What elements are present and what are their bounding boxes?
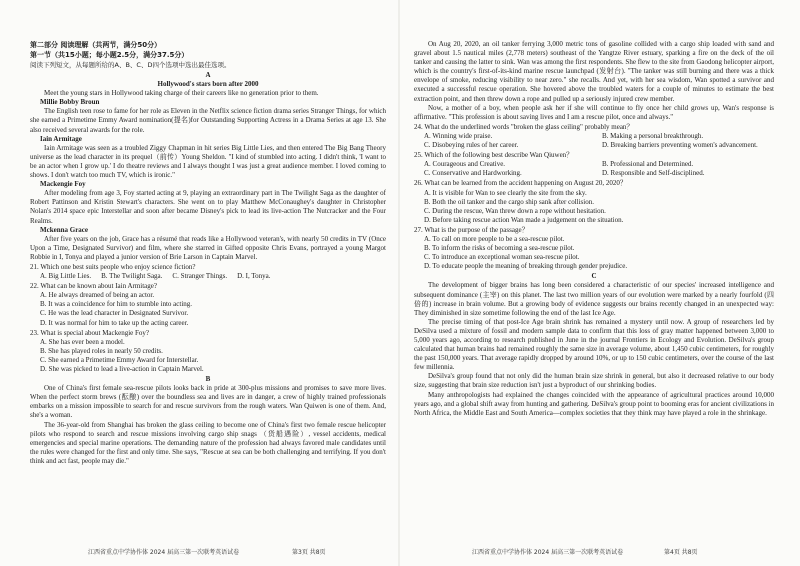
instruction: 阅读下列短文，从每题所给的A、B、C、D四个选项中选出最佳选项。 [30, 61, 231, 69]
passage-c-paragraph: DeSilva's group found that not only did the human brain size shrink in general, but also it decreased relative to our body size, suggesting that brain size reduction isn't just a byproduct of our shrinking bodies. [414, 372, 774, 390]
star-text: The English teen rose to fame for her role as Eleven in the Netflix science fiction drama series Stranger Things, for which she earned a Primetime Emmy Award nomination(提名)for Outstanding Supporting Actress in a Drama Series at age 13. She also received several awards for the role. [30, 107, 386, 134]
passage-c-paragraph: The development of bigger brains has long been considered a characteristic of our species' increased intelligence and subsequent dominance (主宰) on this planet. The last two million years of our evolution were marked by a nearly fourfold (四倍的) increase in brain volume. But a growing body of evidence suggests our brains recently changed in an unexpected way: They diminished in size sometime following the end of the last Ice Age. [414, 281, 774, 317]
answer-option[interactable]: C. Stranger Things. [172, 272, 228, 281]
answer-option[interactable]: B. It was a coincidence for him to stumble into acting. [40, 300, 193, 309]
answer-option[interactable]: B. Making a personal breakthrough. [602, 131, 704, 140]
answer-option[interactable]: D. To educate people the meaning of breaking through gender prejudice. [424, 262, 628, 271]
question-stem: 24. What do the underlined words "broken the glass ceiling" probably mean？ [414, 122, 634, 131]
answer-option[interactable]: A. She has ever been a model. [40, 337, 125, 346]
page-footer-right: 江西省重点中学协作体 2024 届高三第一次联考英语试卷 [472, 549, 624, 556]
answer-option[interactable]: C. During the rescue, Wan threw down a rope without hesitation. [424, 206, 606, 215]
answer-option[interactable]: B. To inform the risks of becoming a sea-rescue pilot. [424, 244, 575, 253]
option-grid [424, 132, 774, 150]
star-name: Iain Armitage [40, 134, 82, 143]
part-heading: 第二部分 阅读理解（共两节，满分50分） [30, 41, 162, 49]
answer-option[interactable]: A. To call on more people to be a sea-rescue pilot. [424, 234, 565, 243]
star-name: Mackengie Foy [40, 180, 86, 189]
answer-option[interactable]: B. She has played roles in nearly 50 credits. [40, 346, 163, 355]
answer-option[interactable]: A. He always dreamed of being an actor. [40, 291, 155, 300]
answer-option[interactable]: D. Before taking rescue action Wan made a judgement on the situation. [424, 215, 624, 224]
answer-option[interactable]: D. Breaking barriers preventing women's advancement. [602, 141, 758, 150]
option-grid [424, 160, 774, 178]
answer-option[interactable]: A. It is visible for Wan to see clearly the site from the sky. [424, 188, 587, 197]
question-27 [414, 226, 774, 271]
question-25 [414, 151, 774, 178]
passage-a-title: Hollywood's stars born after 2000 [157, 80, 259, 89]
question-26 [414, 179, 774, 224]
question-23 [30, 329, 386, 374]
question-stem: 27. What is the purpose of the passage？ [414, 225, 529, 234]
answer-option[interactable]: A. Big Little Lies. [40, 272, 92, 281]
page-number-right: 第4页 共8页 [664, 549, 698, 556]
passage-c-paragraph: Many anthropologists had explained the changes coincided with the appearance of agricultural practices around 10,000 years ago, and a global shift away from hunting and gathering. DeSilva's group point to booming eras for ancient civilizations in North Africa, the Middle East and South America—complex societies that they think may have played a role in the shrinkage. [414, 390, 774, 417]
passage-b-paragraph: Now, a mother of a boy, when people ask her if she will continue to fly once her child grows up, Wan's response is affirmative. "This profession is about saving lives and I am a rescue pilot, once and always." [414, 103, 774, 121]
answer-option[interactable]: D. It was normal for him to take up the acting career. [40, 318, 189, 327]
answer-option[interactable]: A. Winning wide praise. [424, 131, 493, 140]
passage-a-intro: Meet the young stars in Hollywood taking charge of their careers like no generation prior to them. [44, 89, 319, 98]
page-number-left: 第3页 共8页 [292, 549, 326, 556]
answer-option[interactable]: D. She was picked to lead a live-action in Captain Marvel. [40, 365, 204, 373]
star-name: Millie Bobby Broun [40, 98, 100, 107]
question-21 [30, 263, 386, 281]
passage-b-paragraph: The 36-year-old from Shanghai has broken the glass ceiling to become one of China's first two female rescue helicopter pilots who respond to search and rescue missions involving cargo ship snags （货船遇险）, vessel accidents, medical emergencies and special marine operations. The demanding nature of the profession had always favored male candidates until the rules were changed for the first and only time. She says, "Rescue at sea can be both challenging and terrifying. If you don't think and act fast, people may die." [30, 420, 386, 465]
answer-option[interactable]: D. I, Tonya. [237, 272, 271, 281]
passage-a-letter: A [205, 71, 211, 79]
answer-option[interactable]: C. Conservative and Hardworking. [424, 169, 522, 178]
question-22 [30, 282, 386, 327]
question-stem: 26. What can be learned from the accident happening on August 20, 2020？ [414, 179, 627, 188]
answer-option[interactable]: B. Both the oil tanker and the cargo ship sank after collision. [424, 197, 594, 206]
question-stem: 22. What can be known about Iain Armitage? [30, 282, 157, 291]
passage-c-letter: C [591, 272, 597, 281]
question-stem: 25. Which of the following best describe Wan Qiuwen？ [414, 151, 574, 160]
section-heading: 第一节（共15小题；每小题2.5分，满分37.5分） [30, 51, 189, 59]
right-column [414, 40, 774, 536]
passage-b-paragraph: One of China's first female sea-rescue pilots looks back in pride at 300-plus missions and promises to save more lives. When the perfect storm brews (酝酿) over the boundless sea and lives are in danger, a crew of highly trained professionals embarks on a mission impossible to search for and rescue survivors from the rough waters. Wan Quiwen is one of them. And, she's a woman. [30, 384, 386, 420]
answer-option[interactable]: B. Professional and Determined. [602, 160, 694, 169]
page-footer-left: 江西省重点中学协作体 2024 届高三第一次联考英语试卷 [88, 549, 240, 556]
option-row [40, 272, 386, 281]
question-24 [414, 123, 774, 150]
passage-c-paragraph: The precise timing of that post-Ice Age brain shrink has remained a mystery until now. A group of researchers led by DeSilva used a mixture of fossil and modern sample data to confirm that this loss of gray matter happened between 3,000 to 5,000 years ago, according to research published in June in the journal Frontiers in Ecology and Evolution. DeSilva's group calculated that human brains had remained roughly the same size in average volume, about 1,450 cubic centimeters, for roughly the past 150,000 years. That average rapidly dropped by around 10%, or up to 150 cubic centimeters, over the course of the last few millennia. [414, 317, 774, 372]
question-stem: 21. Which one best suits people who enjoy science fiction? [30, 262, 196, 271]
passage-b-paragraph: On Aug 20, 2020, an oil tanker ferrying 3,000 metric tons of gasoline collided with a cargo ship loaded with sand and gravel about 1.5 nautical miles (2,778 meters) southeast of the Yangtze River estuary, sparking a fire on the deck of the oil tanker and causing the latter to sink. Wan was among the first respondents. She flew to the site from Gaodong helicopter airport, which is the country's first-of-its-kind marine rescue launchpad (发射台). "The tanker was still burning and there was a thick envelope of smoke, reducing visibility to near zero." she recalls. And yet, with her sea wisdom, Wan spotted a survivor and executed a successful rescue operation. She hovered above the troubled waters for a couple of minutes to estimate the best extraction point, and then threw down a rope and pulled up a seriously injured crew member. [414, 40, 774, 103]
answer-option[interactable]: A. Courageous and Creative. [424, 160, 506, 169]
star-text: After modeling from age 3, Foy started acting at 9, playing an extraordinary part in The Twilight Saga as the daughter of Robert Pattinson and Kristin Stewart's characters. She went on to play Matthew McConaughey's daughter in Christopher Nolan's 2014 space epic Interstellar and soon after became Disney's pick to lead its live-action The Nutcracker and the Four Realms. [30, 189, 386, 225]
answer-option[interactable]: D. Responsible and Self-disciplined. [602, 169, 705, 178]
star-text: After five years on the job, Grace has a résumé that reads like a Hollywood veteran's, with nearly 50 credits in TV (Once Upon a Time, Designated Survivor) and film, where she starred in Gifted opposite Chris Evans, portrayed a young Margot Robbie in I, Tonya and played a junior version of Brie Larson in Captain Marvel. [30, 234, 386, 261]
question-stem: 23. What is special about Mackengie Foy? [30, 328, 150, 337]
star-name: Mckenna Grace [40, 225, 89, 234]
answer-option[interactable]: C. Disobeying rules of her career. [424, 141, 519, 150]
page-divider [398, 0, 400, 566]
answer-option[interactable]: C. She earned a Primetime Emmy Award for Interstellar. [40, 355, 199, 364]
left-column [30, 40, 386, 536]
answer-option[interactable]: C. To introduce an exceptional woman sea-rescue pilot. [424, 253, 580, 262]
answer-option[interactable]: C. He was the lead character in Designated Survivor. [40, 309, 189, 318]
star-text: Iain Armitage was seen as a troubled Ziggy Chapman in hit series Big Little Lies, and then entered The Big Bang Theory universe as the lead character in its prequel（前传）Young Sheldon. "I kind of stumbled into acting. I didn't think, 'I want to be an actor when I grow up.' I do theatre reviews and I always thought I was just a great audience member. I loved coming to shows. I don't watch too much TV, which is ironic." [30, 143, 386, 180]
passage-b-letter: B [205, 375, 211, 384]
answer-option[interactable]: B. The Twilight Saga. [101, 272, 163, 281]
